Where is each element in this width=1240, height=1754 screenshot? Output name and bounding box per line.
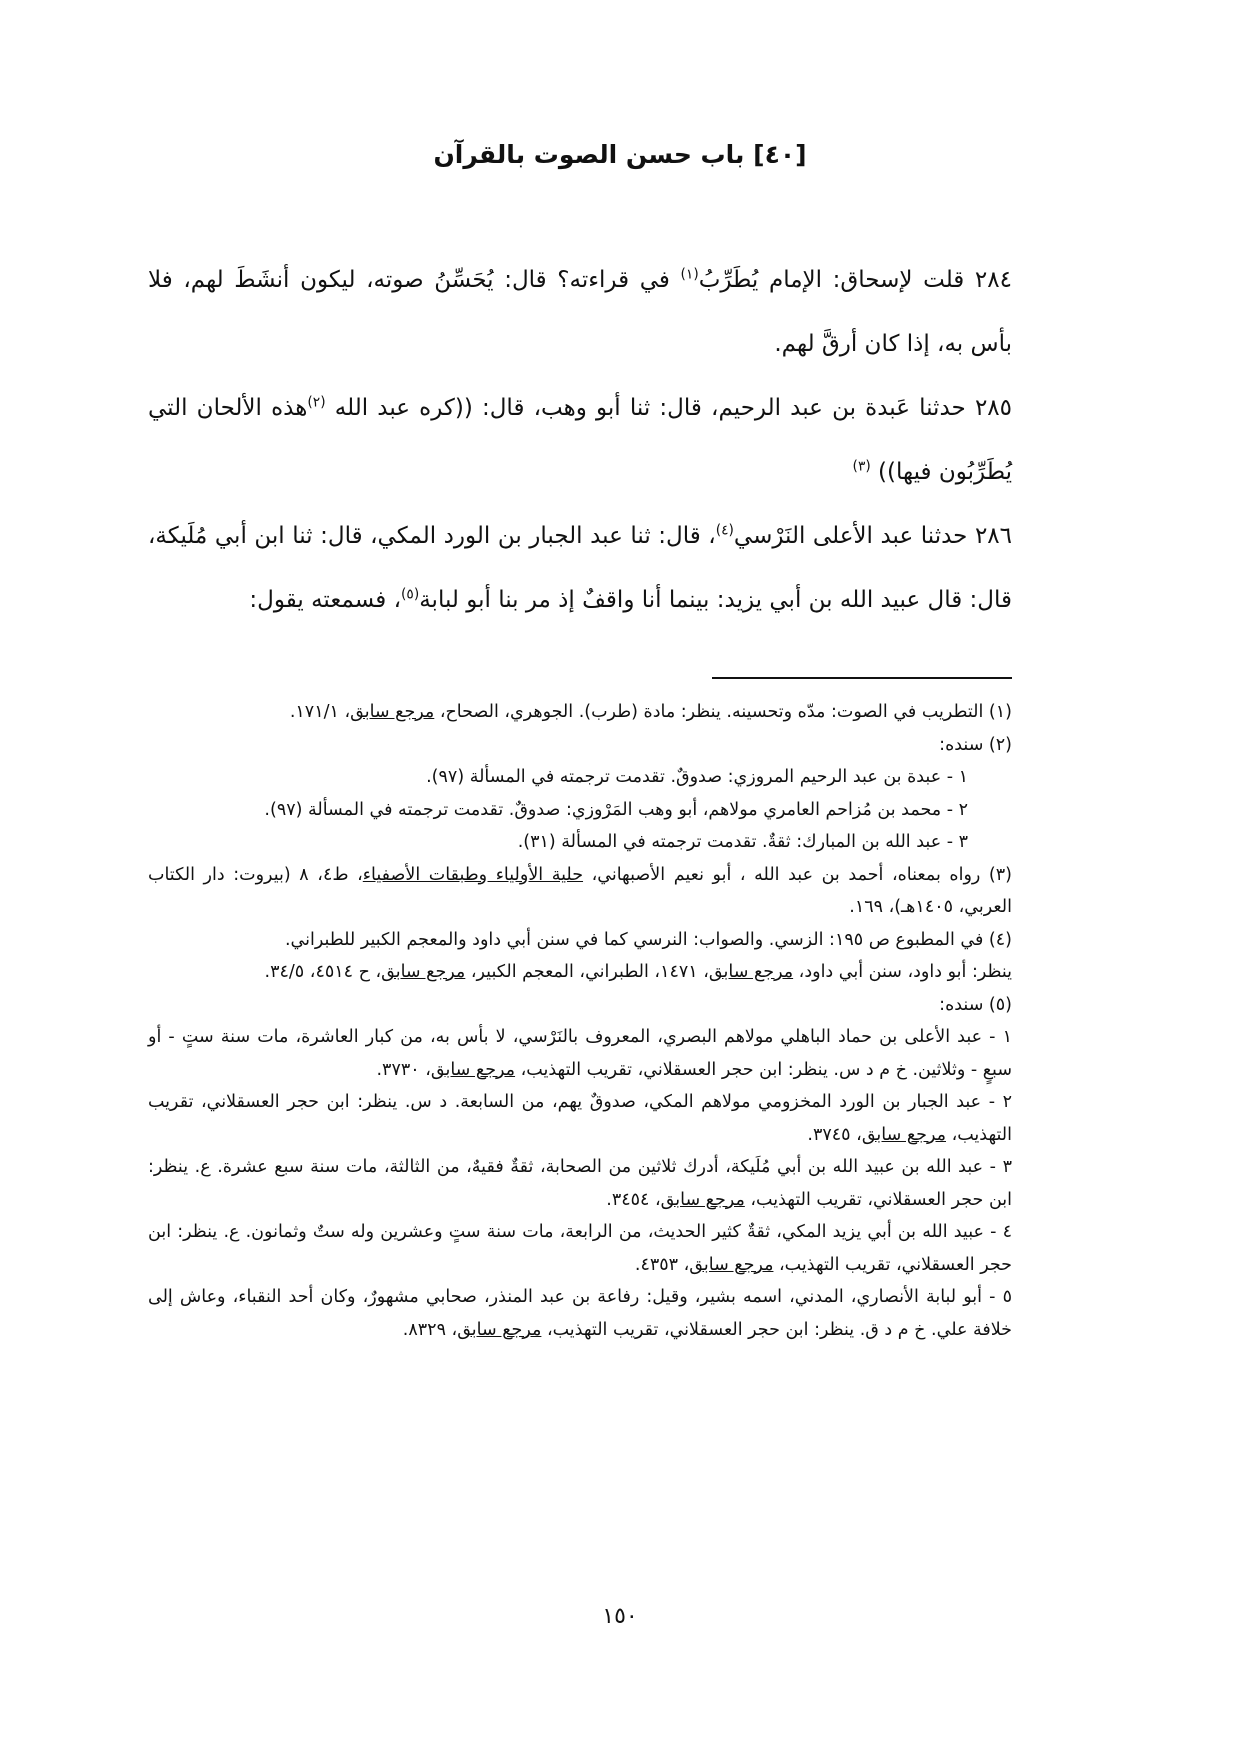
reference-link[interactable]: مرجع سابق	[457, 1319, 542, 1340]
footnote-4-refs	[148, 956, 1012, 989]
note-text: ، ٣٧٤٥.	[807, 1124, 862, 1145]
footnote-5: (٥) سنده:	[939, 994, 1012, 1015]
reference-link[interactable]: مرجع سابق	[660, 1189, 745, 1210]
note-text: ، ٤٣٥٣.	[634, 1254, 690, 1275]
footnote-2: (٢) سنده:	[939, 734, 1012, 755]
footnote-ref[interactable]: (٥)	[401, 586, 420, 603]
question-284	[148, 248, 1012, 376]
footnote-ref[interactable]: (٣)	[852, 458, 871, 475]
reference-link[interactable]: مرجع سابق	[861, 1124, 946, 1145]
footnote-2-item-3: ٣ - عبد الله بن المبارك: ثقةٌ. تقدمت ترجمته في المسألة (٣١).	[517, 832, 968, 852]
text-segment: ٢٨٤ قلت لإسحاق: الإمام يُطَرِّبُ	[698, 267, 1012, 293]
note-text: ٤ - عبيد الله بن أبي يزيد المكي، ثقةٌ كثير الحديث، من الرابعة، مات سنة ستٍ وعشرين وله ستٌ وثمانون. ع. ينظر: ابن حجر العسقلاني، تقريب التهذيب،	[148, 1222, 1012, 1275]
main-text	[148, 248, 1012, 632]
note-text: ٣ - عبد الله بن عبيد الله بن أبي مُلَيكة، أدرك ثلاثين من الصحابة، ثقةٌ فقيهٌ، من الثالثة، مات سنة سبع عشرة. ع. ينظر: ابن حجر العسقلاني، تقريب التهذيب،	[148, 1157, 1012, 1210]
footnote-5-item-3	[148, 1151, 1012, 1216]
text-segment: في قراءته؟ قال: يُحَسِّنُ صوته، ليكون أنشَطَ لهم، فلا بأس به، إذا كان أرقَّ لهم.	[148, 267, 1012, 357]
footnote-3	[148, 859, 1012, 924]
footnote-4: (٤) في المطبوع ص ١٩٥: الزسي. والصواب: النرسي كما في سنن أبي داود والمعجم الكبير للطبراني.	[284, 929, 1012, 950]
footnote-divider	[712, 677, 1012, 679]
text-segment: ، فسمعته يقول:	[249, 587, 402, 613]
note-text: ، ١٧١/١.	[289, 702, 351, 722]
reference-link[interactable]: مرجع سابق	[430, 1059, 516, 1080]
note-text: ٢ - عبد الجبار بن الورد المخزومي مولاهم المكي، صدوقٌ يهم، من السابعة. د س. ينظر: ابن حجر العسقلاني، تقريب التهذيب،	[148, 1092, 1012, 1145]
note-text: ١ - عبد الأعلى بن حماد الباهلي مولاهم البصري، المعروف بالنَرْسي، لا بأس به، من كبار العاشرة، مات سنة ستٍ - أو سبعٍ - وثلاثين. خ م د س. ينظر: ابن حجر العسقلاني، تقريب التهذيب،	[148, 1027, 1012, 1080]
footnote-5-item-2	[148, 1086, 1012, 1151]
note-text: ، ط٤، ٨ (بيروت: دار الكتاب العربي، ١٤٠٥هـ)، ١٦٩.	[148, 864, 1012, 917]
note-text: ينظر: أبو داود، سنن أبي داود،	[793, 962, 1012, 982]
text-segment: ٢٨٦ حدثنا عبد الأعلى النَرْسي	[733, 523, 1012, 549]
reference-link[interactable]: مرجع سابق	[689, 1254, 774, 1275]
question-285	[148, 376, 1012, 504]
note-text: ، ٣٤٥٤.	[606, 1189, 661, 1210]
note-text: ، ١٤٧١، الطبراني، المعجم الكبير،	[465, 962, 709, 982]
text-segment: ٢٨٥ حدثنا عَبدة بن عبد الرحيم، قال: ثنا أبو وهب، قال: ((كره عبد الله	[325, 395, 1012, 421]
reference-link[interactable]: مرجع سابق	[381, 962, 466, 982]
footnote-1	[148, 696, 1012, 729]
note-text: ٥ - أبو لبابة الأنصاري، المدني، اسمه بشير، وقيل: رفاعة بن عبد المنذر، صحابي مشهورٌ، وكان أحد النقباء، وعاش إلى خلافة علي. خ م د ق. ينظر: ابن حجر العسقلاني، تقريب التهذيب،	[148, 1287, 1012, 1340]
footnote-ref[interactable]: (٢)	[307, 394, 326, 411]
footnote-5-item-5	[148, 1281, 1012, 1346]
footnote-ref[interactable]: (١)	[680, 266, 699, 283]
page-number: ١٥٠	[602, 1604, 638, 1629]
footnotes	[148, 696, 1012, 1346]
reference-link[interactable]: مرجع سابق	[708, 962, 794, 982]
note-text: ، ٣٧٣٠.	[376, 1059, 431, 1080]
note-text: (١) التطريب في الصوت: مدّه وتحسينه. ينظر: مادة (طرب). الجوهري، الصحاح،	[434, 702, 1012, 722]
reference-link[interactable]: حلية الأولياء وطبقات الأصفياء	[362, 864, 584, 885]
note-text: ، ح ٤٥١٤، ٣٤/٥.	[264, 962, 382, 982]
text-segment: هذه الألحان التي يُطَرِّبُون فيها))	[148, 395, 1012, 485]
note-text: ، ٨٣٢٩.	[402, 1319, 458, 1340]
footnote-2-item-1: ١ - عبدة بن عبد الرحيم المروزي: صدوقٌ. تقدمت ترجمته في المسألة (٩٧).	[426, 767, 968, 787]
footnote-2-item-2: ٢ - محمد بن مُزاحم العامري مولاهم، أبو وهب المَرْوزي: صدوقٌ. تقدمت ترجمته في المسألة (٩٧).	[264, 799, 968, 820]
chapter-title: [٤٠] باب حسن الصوت بالقرآن	[433, 140, 807, 169]
question-286	[148, 504, 1012, 632]
footnote-ref[interactable]: (٤)	[715, 522, 734, 539]
note-text: (٣) رواه بمعناه، أحمد بن عبد الله ، أبو نعيم الأصبهاني،	[583, 864, 1012, 885]
footnote-5-item-1	[148, 1021, 1012, 1086]
footnote-5-item-4	[148, 1216, 1012, 1281]
text-segment: ، قال: ثنا عبد الجبار بن الورد المكي، قال: ثنا ابن أبي مُلَيكة، قال: قال عبيد الله بن أبي يزيد: بينما أنا واقفٌ إذ مر بنا أبو لبابة	[148, 523, 1012, 613]
reference-link[interactable]: مرجع سابق	[350, 702, 435, 722]
